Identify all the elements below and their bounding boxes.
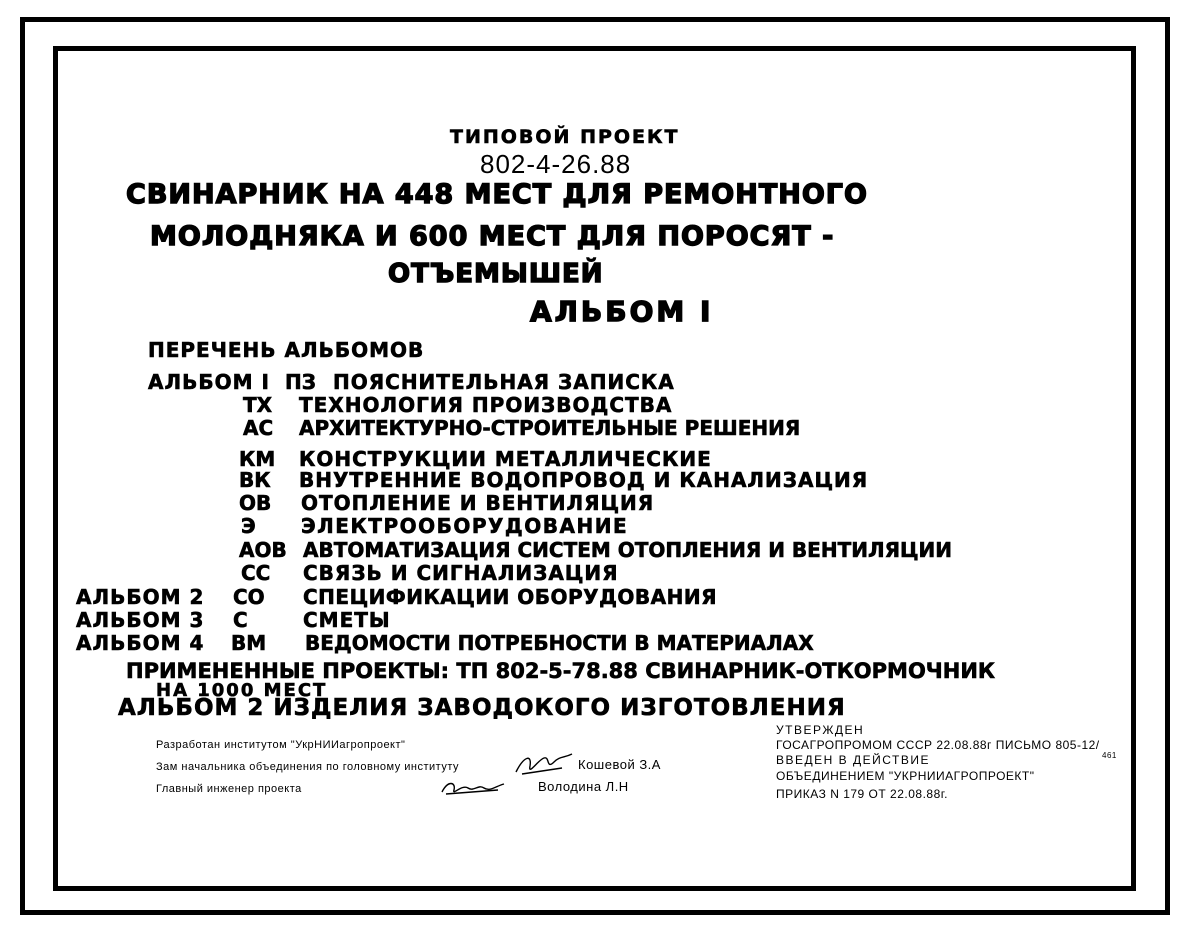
section-title: ПОЯСНИТЕЛЬНАЯ ЗАПИСКА [333,370,675,394]
approval-line-3: ВВЕДЕН В ДЕЙСТВИЕ [776,753,930,767]
section-code: КМ [239,447,276,471]
section-title: ЭЛЕКТРООБОРУДОВАНИЕ [301,514,629,538]
album-2-title: СПЕЦИФИКАЦИИ ОБОРУДОВАНИЯ [303,585,718,609]
chief-engineer: Главный инженер проекта [156,783,302,795]
project-number: 802-4-26.88 [480,149,632,179]
album-3-code: С [233,608,248,632]
deputy-head: Зам начальника объединения по головному институту [156,761,460,773]
album-list-heading: ПЕРЕЧЕНЬ АЛЬБОМОВ [148,338,425,362]
section-title: ОТОПЛЕНИЕ И ВЕНТИЛЯЦИЯ [301,491,655,515]
section-code: АС [243,416,274,440]
applied-projects-line-3: АЛЬБОМ 2 ИЗДЕЛИЯ ЗАВОДОКОГО ИЗГОТОВЛЕНИЯ [118,695,846,721]
album-2-code: СО [233,585,265,609]
signature-koshevoy [512,750,576,780]
album-4-code: ВМ [231,631,267,655]
signature-volodina [438,776,508,800]
section-code: ТХ [243,393,273,417]
title-line-2: МОЛОДНЯКА И 600 МЕСТ ДЛЯ ПОРОСЯТ - [150,221,835,252]
applied-projects-line-2: НА 1000 МЕСТ [156,680,328,701]
developed-by: Разработан институтом "УкрНИИагропроект" [156,739,406,751]
album-3-title: СМЕТЫ [303,608,391,632]
album-title: АЛЬБОМ I [530,295,714,328]
section-code: АОВ [239,538,287,562]
section-title: СВЯЗЬ И СИГНАЛИЗАЦИЯ [303,561,619,585]
section-code: ВК [239,468,271,492]
project-type: ТИПОВОЙ ПРОЕКТ [450,126,680,148]
title-line-3: ОТЪЕМЫШЕЙ [388,259,604,289]
approval-line-5: ПРИКАЗ N 179 ОТ 22.08.88г. [776,787,949,801]
album-4-label: АЛЬБОМ 4 [76,631,205,655]
section-code: СС [241,561,271,585]
album-3-label: АЛЬБОМ 3 [76,608,205,632]
approval-line-2-sup: 461 [1102,751,1117,760]
section-code: ПЗ [285,370,316,394]
section-code: Э [241,514,256,538]
applied-projects-line-1: ПРИМЕНЕННЫЕ ПРОЕКТЫ: ТП 802-5-78.88 СВИНАРНИК-ОТКОРМОЧНИК [126,659,996,683]
chief-engineer-name: Володина Л.Н [538,779,629,794]
section-code: ОВ [239,491,272,515]
album-1-label: АЛЬБОМ I [148,370,270,394]
album-2-label: АЛЬБОМ 2 [76,585,205,609]
approval-line-2: ГОСАГРОПРОМОМ СССР 22.08.88г ПИСЬМО 805-12/ [776,738,1100,752]
approval-line-1: УТВЕРЖДЕН [776,723,865,737]
section-title: АВТОМАТИЗАЦИЯ СИСТЕМ ОТОПЛЕНИЯ И ВЕНТИЛЯЦИИ [303,538,953,562]
section-title: КОНСТРУКЦИИ МЕТАЛЛИЧЕСКИЕ [299,447,712,471]
section-title: АРХИТЕКТУРНО-СТРОИТЕЛЬНЫЕ РЕШЕНИЯ [299,416,801,440]
section-title: ВНУТРЕННИЕ ВОДОПРОВОД И КАНАЛИЗАЦИЯ [299,468,869,492]
section-title: ТЕХНОЛОГИЯ ПРОИЗВОДСТВА [299,393,673,417]
deputy-head-name: Кошевой З.А [578,757,661,772]
approval-line-4: ОБЪЕДИНЕНИЕМ "УКРНИИАГРОПРОЕКТ" [776,769,1035,783]
album-4-title: ВЕДОМОСТИ ПОТРЕБНОСТИ В МАТЕРИАЛАХ [305,631,814,655]
title-line-1: СВИНАРНИК НА 448 МЕСТ ДЛЯ РЕМОНТНОГО [126,179,868,210]
